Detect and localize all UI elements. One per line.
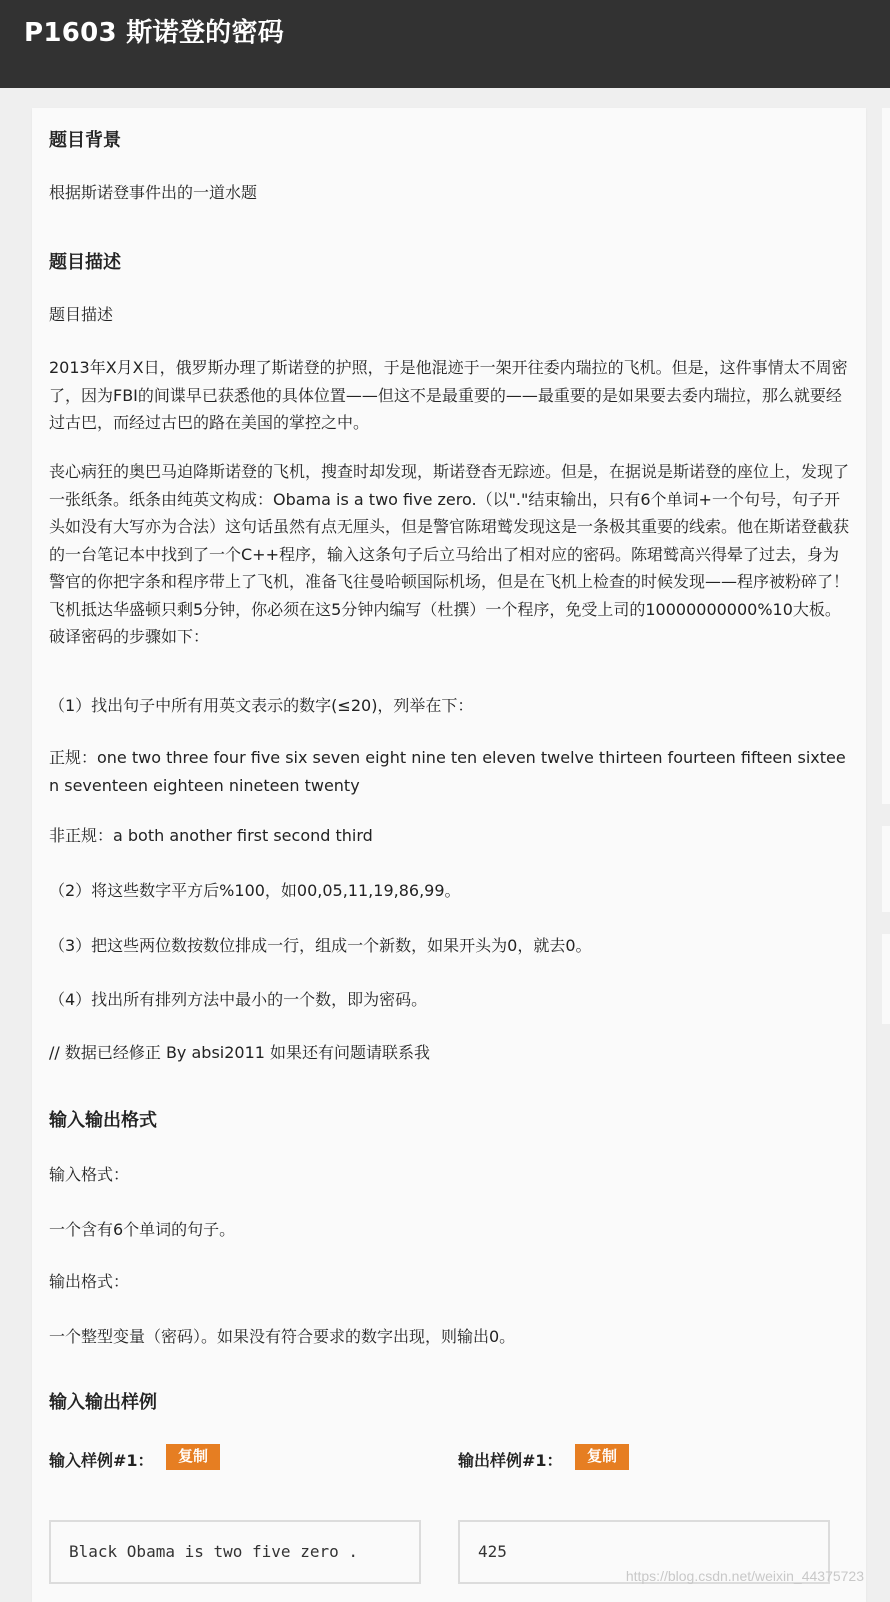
input-format-text: 一个含有6个单词的句子。 bbox=[49, 1220, 236, 1239]
io-format-heading: 输入输出格式 bbox=[49, 1110, 157, 1131]
sample-output-text: 425 bbox=[478, 1542, 507, 1561]
step-2: （2）将这些数字平方后%100，如00,05,11,19,86,99。 bbox=[49, 881, 461, 900]
step-1: （1）找出句子中所有用英文表示的数字(≤20)，列举在下： bbox=[49, 696, 474, 715]
input-format-label: 输入格式： bbox=[49, 1165, 130, 1184]
regular-numbers: 正规：one two three four five six seven eight nine ten eleven twelve thirteen fourteen fifteen sixteen seventeen eighteen nineteen twenty bbox=[49, 748, 846, 795]
side-panel bbox=[882, 826, 890, 912]
sample-input-text: Black Obama is two five zero . bbox=[69, 1542, 358, 1561]
copy-input-button[interactable]: 复制 bbox=[166, 1444, 220, 1470]
copy-output-button[interactable]: 复制 bbox=[575, 1444, 629, 1470]
page-title: P1603 斯诺登的密码 bbox=[24, 18, 285, 48]
problem-card bbox=[32, 108, 866, 1602]
sample-input-label: 输入样例#1： bbox=[49, 1451, 154, 1470]
background-text: 根据斯诺登事件出的一道水题 bbox=[49, 183, 258, 202]
samples-heading: 输入输出样例 bbox=[49, 1392, 157, 1413]
data-note: // 数据已经修正 By absi2011 如果还有问题请联系我 bbox=[49, 1043, 431, 1062]
step-3: （3）把这些两位数按数位排成一行，组成一个新数，如果开头为0，就去0。 bbox=[49, 936, 592, 955]
description-subtitle: 题目描述 bbox=[49, 305, 114, 324]
description-heading: 题目描述 bbox=[49, 252, 121, 273]
description-paragraph-1: 2013年X月X日，俄罗斯办理了斯诺登的护照，于是他混迹于一架开往委内瑞拉的飞机。但是，这件事情太不周密了，因为FBI的间谍早已获悉他的具体位置——但这不是最重要的——最重要的是如果要去委内瑞拉，那么就要经过古巴，而经过古巴的路在美国的掌控之中。 bbox=[49, 358, 848, 432]
description-paragraph-2: 丧心病狂的奥巴马迫降斯诺登的飞机，搜查时却发现，斯诺登杳无踪迹。但是，在据说是斯诺登的座位上，发现了一张纸条。纸条由纯英文构成：Obama is a two five zero.（以"."结束输出，只有6个单词+一个句号，句子开头如没有大写亦为合法）这句话虽然有点无厘头，但是警官陈珺鹫发现这是一条极其重要的线索。他在斯诺登截获的一台笔记本中找到了一个C++程序，输入这条句子后立马给出了相对应的密码。陈珺鹫高兴得晕了过去，身为警官的你把字条和程序带上了飞机，准备飞往曼哈顿国际机场，但是在飞机上检查的时候发现——程序被粉碎了！飞机抵达华盛顿只剩5分钟，你必须在这5分钟内编写（杜撰）一个程序，免受上司的10000000000%10大板。破译密码的步骤如下： bbox=[49, 462, 850, 646]
output-format-label: 输出格式： bbox=[49, 1272, 130, 1291]
watermark: https://blog.csdn.net/weixin_44375723 bbox=[625, 1568, 864, 1584]
output-format-text: 一个整型变量（密码）。如果没有符合要求的数字出现，则输出0。 bbox=[49, 1327, 516, 1346]
top-bar bbox=[0, 0, 890, 88]
sample-output-label: 输出样例#1： bbox=[458, 1451, 563, 1470]
irregular-numbers: 非正规：a both another first second third bbox=[49, 826, 373, 845]
side-panel bbox=[882, 108, 890, 804]
step-4: （4）找出所有排列方法中最小的一个数，即为密码。 bbox=[49, 990, 428, 1009]
sample-input-box[interactable] bbox=[49, 1520, 421, 1584]
background-heading: 题目背景 bbox=[49, 130, 121, 151]
side-panel bbox=[882, 934, 890, 1024]
